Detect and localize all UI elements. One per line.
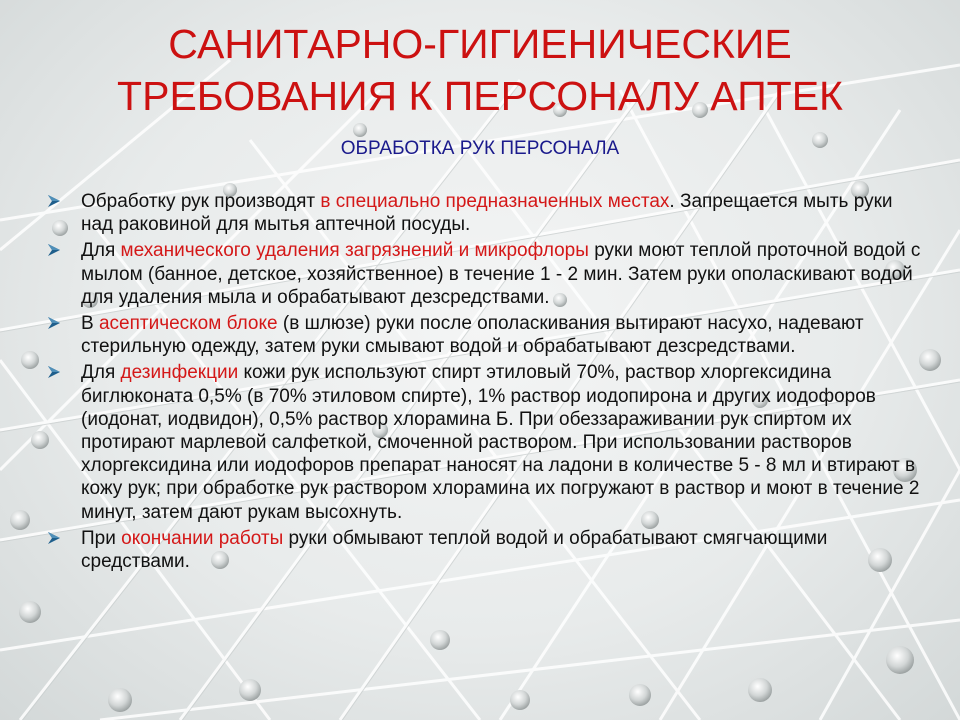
arrow-bullet-icon [46, 364, 62, 380]
highlighted-phrase: в специально предназначенных местах [320, 191, 670, 212]
arrow-bullet-icon [46, 242, 62, 258]
slide-title [40, 18, 920, 122]
highlighted-phrase: дезинфекции [120, 362, 239, 384]
slide-subtitle: ОБРАБОТКА РУК ПЕРСОНАЛА [340, 138, 620, 159]
bullet-text: (в шлюзе) руки после ополаскивания вытирают насухо, надевают стерильную одежду, затем руки смывают водой и обрабатывают дезсредствами. [81, 313, 864, 358]
bullet-text: руки моют теплой проточной водой с мылом (банное, детское, хозяйственное) в течение 1 - 2 мин. Затем руки ополаскивают водой для удаления мыла и обрабатывают дезсредствами. [81, 240, 921, 308]
arrow-bullet-icon [46, 530, 62, 546]
slide-title-line-2: ТРЕБОВАНИЯ К ПЕРСОНАЛУ АПТЕК [117, 73, 843, 119]
arrow-bullet-icon [46, 193, 62, 209]
bullet-item-5 [46, 527, 926, 573]
bullet-text: руки обмывают теплой водой и обрабатывают смягчающими средствами. [81, 527, 828, 573]
bullet-text: Для [81, 240, 121, 262]
highlighted-phrase: окончании работы [121, 527, 284, 549]
bullet-item-4 [46, 361, 926, 523]
highlighted-phrase: механического удаления загрязнений и микрофлоры [120, 240, 589, 262]
highlighted-phrase: асептическом блоке [98, 313, 278, 335]
bullet-text: При [81, 527, 122, 549]
bullet-list [46, 190, 926, 576]
bullet-text: Обработку рук производят [81, 191, 321, 212]
bullet-text: кожи рук используют спирт этиловый 70%, раствор хлоргексидина биглюконата 0,5% (в 70% этиловом спирте), 1% раствор иодопирона и других иодофоров (иодонат, иодвидон), 0,5% раствор хлорамина Б. При обеззараживании рук спиртом их протирают марлевой салфеткой, смоченной раствором. При использовании растворов хлоргексидина или иодофоров препарат наносят на ладони в количестве 5 - 8 мл и втирают в кожу рук; при обработке рук раствором хлорамина их погружают в раствор и моют в течение 2 минут, затем дают рукам высохнуть. [81, 362, 920, 523]
bullet-text: . Запрещается мыть руки над раковиной для мытья аптечной посуды. [81, 191, 893, 236]
bullet-item-3 [46, 312, 926, 358]
bullet-text: В [81, 313, 99, 335]
bullet-item-2 [46, 239, 926, 309]
bullet-item-1 [46, 190, 926, 236]
bullet-text: Для [81, 362, 121, 384]
slide-title-line-1: САНИТАРНО-ГИГИЕНИЧЕСКИЕ [168, 21, 792, 67]
arrow-bullet-icon [46, 315, 62, 331]
